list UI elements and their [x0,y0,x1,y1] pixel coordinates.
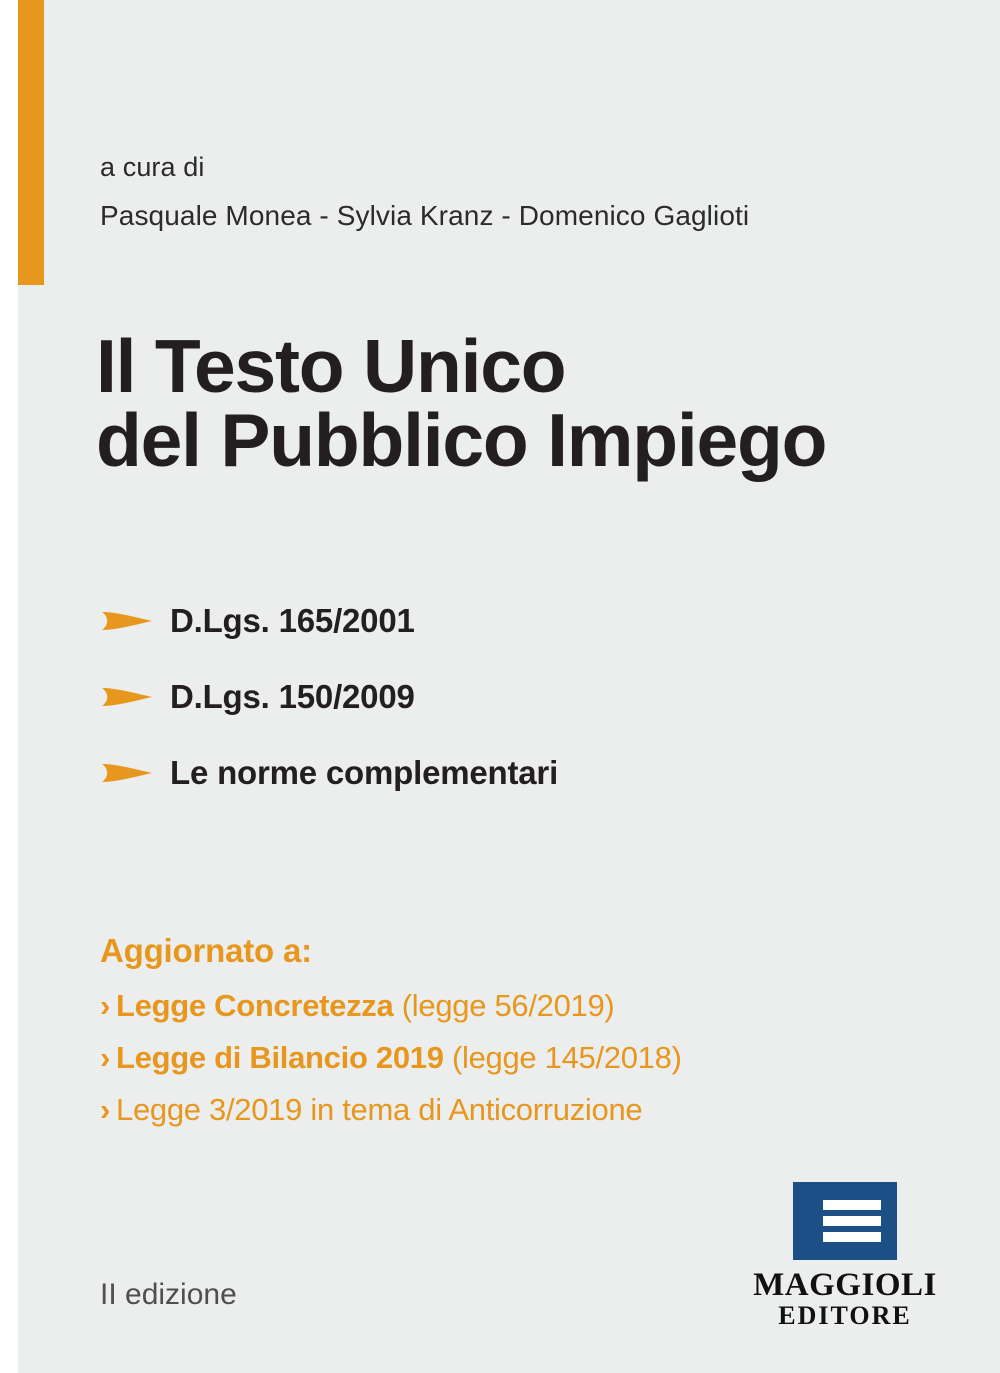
publisher-logo [730,1182,960,1331]
cover-content [96,0,960,1373]
updates-block [100,932,860,1136]
update-item [100,980,860,1032]
chevron-right-icon: › [100,1092,111,1128]
bullet-label: D.Lgs. 165/2001 [170,602,415,639]
page-title [96,324,996,482]
updates-heading: Aggiornato a: [100,932,312,969]
publisher-name: MAGGIOLI [753,1266,937,1303]
bullet-label: D.Lgs. 150/2009 [170,678,415,715]
chevron-right-icon: › [100,1040,111,1076]
update-item [100,1032,860,1084]
update-item [100,1084,860,1136]
update-item-light: Legge 3/2019 in tema di Anticorruzione [116,1092,643,1128]
publisher-subtitle: EDITORE [778,1301,912,1331]
bullet-label: Le norme complementari [170,754,559,791]
list-item [100,583,800,659]
maggioli-mark-icon [793,1182,897,1260]
bullet-list [100,583,800,811]
update-item-strong: Legge Concretezza [116,988,394,1023]
arrow-right-icon [100,759,170,787]
edition-label: II edizione [100,1278,237,1311]
list-item [100,735,800,811]
left-margin-strip [0,0,18,1373]
update-item-light: (legge 56/2019) [401,988,615,1023]
update-item-strong: Legge di Bilancio 2019 [116,1040,444,1076]
list-item [100,659,800,735]
title-line-1: Il Testo Unico [96,324,566,408]
update-item-light: (legge 145/2018) [451,1040,682,1076]
title-line-2: del Pubblico Impiego [96,397,827,482]
chevron-right-icon: › [100,988,111,1023]
orange-accent-bar [18,0,44,285]
arrow-right-icon [100,683,170,711]
editors-label: a cura di [100,152,205,182]
editors-names: Pasquale Monea - Sylvia Kranz - Domenico Gaglioti [100,200,750,231]
arrow-right-icon [100,607,170,635]
